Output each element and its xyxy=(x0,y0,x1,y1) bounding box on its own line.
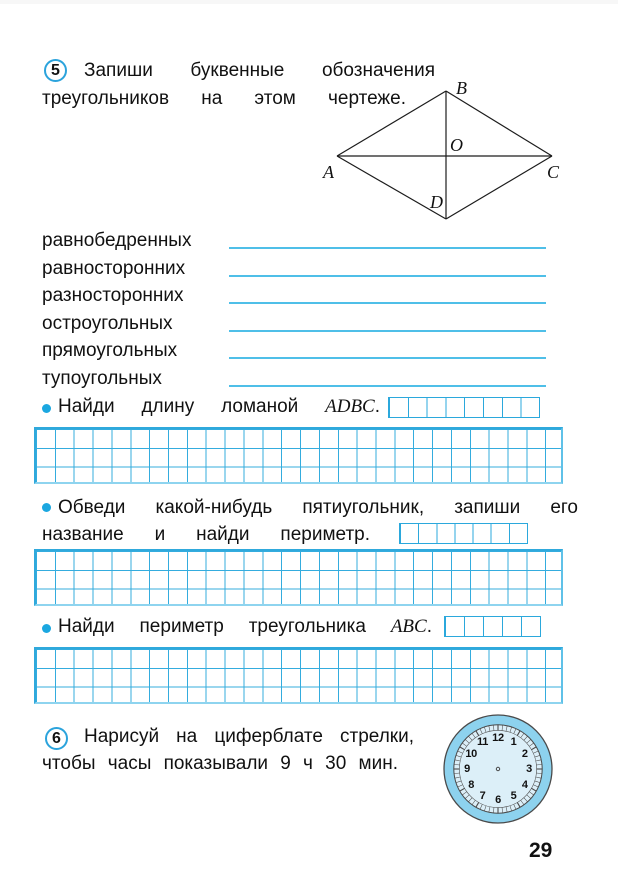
answer-line-1[interactable] xyxy=(229,247,546,249)
clock-number-8: 8 xyxy=(468,778,475,791)
bullet1-text xyxy=(58,396,380,417)
triangle-type-label-3: разносторонних xyxy=(42,285,184,306)
bullet1-prefix: Найди длину ломаной xyxy=(58,396,299,417)
clock-dial xyxy=(442,713,554,825)
work-grid-3[interactable] xyxy=(34,647,563,704)
vertex-label-C: C xyxy=(547,162,560,182)
bullet3-prefix: Найди периметр треугольника xyxy=(58,616,366,637)
clock-number-11: 11 xyxy=(476,736,489,749)
task6-text-line2: чтобы часы показывали 9 ч 30 мин. xyxy=(42,753,398,774)
clock-number-10: 10 xyxy=(465,747,477,760)
answer-line-4[interactable] xyxy=(229,330,546,332)
answer-line-2[interactable] xyxy=(229,275,546,277)
clock-number-12: 12 xyxy=(492,732,504,744)
clock-number-3: 3 xyxy=(526,763,532,775)
work-grid-1[interactable] xyxy=(34,427,563,484)
clock-number-7: 7 xyxy=(479,789,486,802)
vertex-label-A: A xyxy=(323,162,334,182)
answer-cells-1[interactable] xyxy=(388,397,540,418)
clock-number-4: 4 xyxy=(521,778,528,791)
vertex-label-B: B xyxy=(456,78,467,98)
triangle-type-label-5: прямоугольных xyxy=(42,340,178,361)
scan-edge xyxy=(0,0,618,4)
task6-number-badge xyxy=(45,727,68,750)
bullet3-suffix: . xyxy=(426,616,432,637)
bullet2-text-line2: название и найди периметр. xyxy=(42,524,370,545)
task5-text-line1: Запиши буквенные обозначения xyxy=(84,60,435,81)
segment-CD xyxy=(446,156,552,219)
task5-text-line2: треугольников на этом чертеже. xyxy=(42,88,406,109)
geometry-figure xyxy=(320,78,568,230)
bullet-icon-3 xyxy=(42,624,51,633)
bullet1-math: ADBC xyxy=(325,396,375,417)
answer-line-5[interactable] xyxy=(229,357,546,359)
bullet2-text-line1: Обведи какой-нибудь пятиугольник, запиши его xyxy=(58,497,578,518)
triangle-type-label-1: равнобедренных xyxy=(42,230,192,251)
clock-number-2: 2 xyxy=(521,747,528,760)
task6-text-line1: Нарисуй на циферблате стрелки, xyxy=(84,726,414,747)
clock-number-6: 6 xyxy=(495,794,501,806)
triangle-type-label-4: остроугольных xyxy=(42,313,173,334)
clock-number-1: 1 xyxy=(510,736,517,749)
bullet1-suffix: . xyxy=(374,396,381,417)
task5-number: 5 xyxy=(51,61,60,79)
bullet-icon-2 xyxy=(42,503,51,512)
task6-number: 6 xyxy=(52,729,61,747)
bullet3-text xyxy=(58,616,432,637)
segment-AB xyxy=(337,91,446,156)
vertex-label-D: D xyxy=(430,192,443,212)
work-grid-2[interactable] xyxy=(34,549,563,606)
triangle-type-label-2: равносторонних xyxy=(42,258,186,279)
bullet-icon-1 xyxy=(42,404,51,413)
clock-number-5: 5 xyxy=(510,789,517,802)
answer-cells-3[interactable] xyxy=(444,616,541,637)
answer-cells-2[interactable] xyxy=(399,523,528,544)
answer-line-6[interactable] xyxy=(229,385,546,387)
clock-number-9: 9 xyxy=(464,763,470,775)
answer-line-3[interactable] xyxy=(229,302,546,304)
task5-number-badge xyxy=(44,59,67,82)
bullet3-math: ABC xyxy=(390,616,427,637)
page-number: 29 xyxy=(529,839,553,862)
clock-face[interactable] xyxy=(442,713,554,825)
vertex-label-O: O xyxy=(450,135,463,155)
triangle-type-label-6: тупоугольных xyxy=(42,368,162,389)
